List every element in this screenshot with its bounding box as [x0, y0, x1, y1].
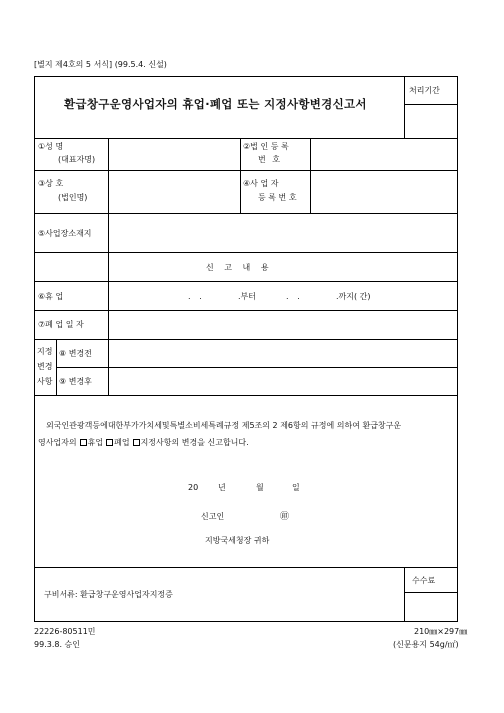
change-group-label-3: 사항 — [37, 377, 53, 386]
trade-name-label: ③상 호 — [38, 179, 64, 188]
trade-name-sublabel: (법인명) — [58, 193, 88, 202]
divider — [34, 252, 458, 253]
divider — [404, 76, 405, 138]
suspension-until: .까지( 간) — [336, 292, 371, 301]
divider — [404, 104, 458, 105]
name-input[interactable] — [109, 139, 240, 170]
report-section-header: 신 고 내 용 — [206, 263, 273, 272]
address-input[interactable] — [109, 214, 457, 252]
seal-mark: ㊞ — [280, 512, 290, 522]
suspension-from: .부터 — [238, 292, 256, 301]
attachments: 구비서류: 환급창구운영사업자지정증 — [44, 590, 173, 599]
corp-reg-label: ②법 인 등 록 — [243, 142, 289, 151]
fee-label: 수수료 — [412, 576, 436, 585]
checkbox-change[interactable] — [133, 439, 140, 446]
date-year-prefix: 20 — [188, 483, 199, 492]
processing-period-label: 처리기간 — [409, 86, 440, 95]
closure-date-label: ⑦폐 업 일 자 — [38, 320, 84, 329]
biz-no-input[interactable] — [311, 171, 457, 213]
divider — [404, 567, 405, 622]
declaration-line-1: 외국인관광객등에대한부가가치세및특별소비세특례규정 제5조의 2 제6항의 규정에 의하여 환급창구운 — [46, 421, 402, 430]
footer-paper-type: (신문용지 54g/㎡) — [393, 640, 459, 649]
after-change-input[interactable] — [109, 368, 457, 395]
corp-reg-input[interactable] — [311, 139, 457, 170]
date-day: 일 — [292, 483, 300, 492]
form-reference: [별지 제4호의 5 서식] (99.5.4. 신설) — [34, 60, 167, 69]
name-sublabel: (대표자명) — [58, 155, 96, 164]
suspension-start-date[interactable]: . . — [188, 292, 205, 301]
date-month: 월 — [256, 483, 264, 492]
footer-approval: 99.3.8. 승인 — [34, 640, 80, 649]
recipient: 지방국세청장 귀하 — [205, 536, 270, 545]
checkbox-closure[interactable] — [106, 439, 113, 446]
suspension-end-date[interactable]: . . — [286, 292, 303, 301]
declaration-line-2: 영사업자의 휴업 폐업 지정사항의 변경을 신고합니다. — [38, 438, 249, 447]
after-change-label: ⑨ 변경후 — [59, 377, 92, 386]
closure-date-input[interactable] — [109, 311, 457, 338]
divider — [240, 138, 241, 214]
divider — [34, 567, 458, 568]
corp-reg-sublabel: 번 호 — [258, 155, 282, 164]
divider — [34, 281, 458, 282]
footer-paper-size: 210㎜×297㎜ — [414, 627, 468, 636]
suspension-label: ⑥휴 업 — [38, 292, 64, 301]
footer-form-number: 22226-80511민 — [34, 627, 96, 636]
date-year: 년 — [218, 483, 226, 492]
before-change-input[interactable] — [109, 340, 457, 367]
divider — [34, 395, 458, 396]
form-title: 환급창구운영사업자의 휴업·폐업 또는 지정사항변경신고서 — [64, 97, 367, 111]
address-label: ⑤사업장소재지 — [38, 229, 92, 238]
before-change-label: ⑧ 변경전 — [59, 349, 92, 358]
divider — [404, 592, 458, 593]
biz-no-label: ④사 업 자 — [243, 179, 279, 188]
change-group-label-2: 변경 — [37, 362, 53, 371]
reporter-label: 신고인 — [201, 512, 225, 521]
checkbox-suspension[interactable] — [80, 439, 87, 446]
change-group-label-1: 지정 — [37, 347, 53, 356]
name-label: ①성 명 — [38, 142, 64, 151]
biz-no-sublabel: 등 록 번 호 — [258, 193, 297, 202]
trade-name-input[interactable] — [109, 171, 240, 213]
